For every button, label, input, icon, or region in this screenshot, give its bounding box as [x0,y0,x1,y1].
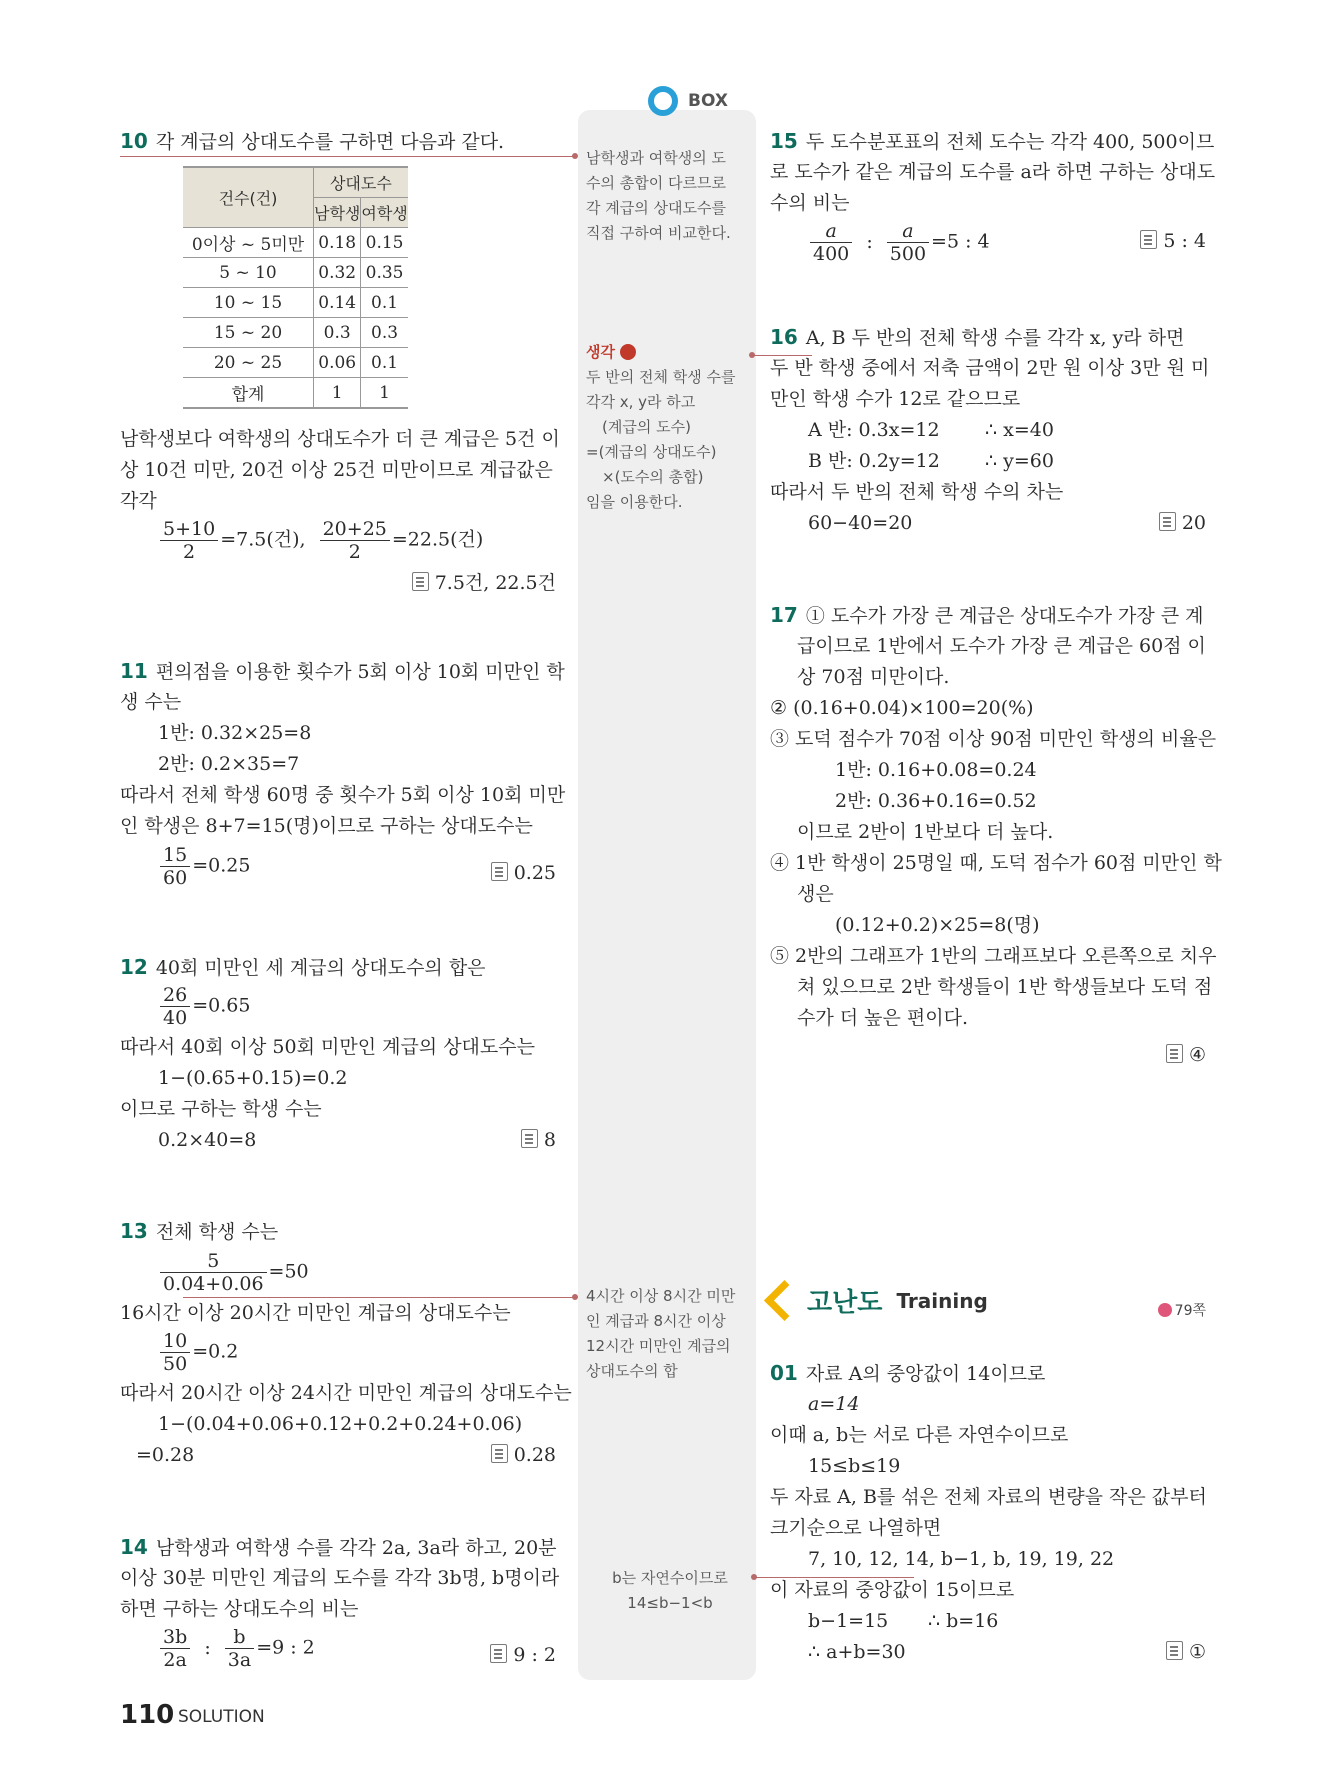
relative-frequency-table [183,166,408,409]
p10-line2: 상 10건 미만, 20건 이상 25건 미만이므로 계급값은 [120,459,553,481]
answer: 0.28 [491,1440,556,1470]
p14-line2: 이상 30분 미만인 계급의 도수를 각각 3b명, b명이라 [120,1567,560,1589]
t01-line8: 이 자료의 중앙값이 15이므로 [770,1579,1015,1601]
answer-icon [491,1444,508,1463]
p12-line3: 1−(0.65+0.15)=0.2 [158,1067,348,1089]
p16-line5a: B 반: 0.2y=12 [808,450,940,472]
fraction: $\frac{a}{500}$ [887,220,929,265]
p12-line4: 이므로 구하는 학생 수는 [120,1098,322,1120]
t01-line4: 15≤b≤19 [808,1455,901,1477]
t01-line3: 이때 a, b는 서로 다른 자연수이므로 [770,1424,1069,1446]
p10-intro: 10 각 계급의 상대도수를 구하면 다음과 같다. [120,129,505,153]
p13-side-note: 4시간 이상 8시간 미만 인 계급과 8시간 이상 12시간 미만인 계급의 상대도수의 합 [586,1287,736,1380]
p17-line14: 수가 더 높은 편이다. [797,1007,968,1029]
answer: ① [1166,1637,1206,1667]
t01-line2: a=14 [808,1393,860,1415]
answer-icon [490,1644,507,1663]
p11-line6: 인 학생은 8+7=15(명)이므로 구하는 상대도수는 [120,815,533,837]
answer: 20 [1159,508,1206,538]
answer-icon [1140,230,1157,249]
p11-line2: 생 수는 [120,691,182,713]
p13-line5: =0.28 [136,1444,195,1466]
problem-number: 15 [770,129,798,153]
p13-line4: 1−(0.04+0.06+0.12+0.2+0.24+0.06) [158,1413,523,1435]
answer-icon [1166,1044,1183,1063]
workbook-icon [1158,1303,1172,1317]
answer-icon [521,1129,538,1148]
p17-line6: 1반: 0.16+0.08=0.24 [835,759,1037,781]
fraction: $\frac{15}{60}$ [160,844,190,889]
p17-line11: (0.12+0.2)×25=8(명) [835,914,1040,936]
p11-line1: 11 편의점을 이용한 횟수가 5회 이상 10회 미만인 학 [120,659,565,683]
th-male: 남학생 [314,198,361,228]
p11-line4: 2반: 0.2×35=7 [158,753,300,775]
p16-line6: 따라서 두 반의 전체 학생 수의 차는 [770,481,1064,503]
answer: ④ [1166,1040,1206,1070]
p16-line7: 60−40=20 [808,512,913,534]
fraction: $\frac{5+10}{2}$ [160,518,218,563]
t01-line6: 크기순으로 나열하면 [770,1517,942,1539]
box-logo: BOX [648,86,728,116]
answer-icon [412,572,429,591]
p17-line13: 쳐 있으므로 2반 학생들이 1반 학생들보다 도덕 점 [797,976,1213,998]
p16-line2: 두 반 학생 중에서 저축 금액이 2만 원 이상 3만 원 미 [770,357,1210,379]
answer: 8 [521,1125,556,1155]
fraction: $\frac{b}{3a}$ [225,1626,254,1671]
p17-line7: 2반: 0.36+0.16=0.52 [835,790,1037,812]
p17-line1: 17 ① 도수가 가장 큰 계급은 상대도수가 가장 큰 계 [770,603,1204,627]
fraction: $\frac{20+25}{2}$ [320,518,390,563]
answer: 7.5건, 22.5건 [412,568,556,598]
page-number: 110 [120,1700,175,1730]
t01-line9a: b−1=15 [808,1610,889,1632]
p17-line10: 생은 [797,883,834,905]
problem-number: 01 [770,1361,798,1385]
answer-icon [1159,512,1176,531]
problem-number: 16 [770,325,798,349]
p17-line12: ⑤ 2반의 그래프가 1반의 그래프보다 오른쪽으로 치우 [770,945,1217,967]
fraction: $\frac{a}{400}$ [810,220,852,265]
p17-line2: 급이므로 1반에서 도수가 가장 큰 계급은 60점 이 [797,635,1206,657]
answer: 5 : 4 [1140,226,1206,256]
p17-line4: ② (0.16+0.04)×100=20(%) [770,697,1034,719]
answer: 9 : 2 [490,1640,556,1670]
p16-line5b: ∴ y=60 [985,450,1054,472]
th-class: 건수(건) [183,167,314,228]
p16-line4a: A 반: 0.3x=12 [808,419,940,441]
p13-line2: 16시간 이상 20시간 미만인 계급의 상대도수는 [120,1302,511,1324]
p11-line5: 따라서 전체 학생 60명 중 횟수가 5회 이상 10회 미만 [120,784,566,806]
p13-line1: 13 전체 학생 수는 [120,1219,279,1243]
fraction: $\frac{5}{0.04+0.06}$ [160,1250,267,1295]
p10-line1: 남학생보다 여학생의 상대도수가 더 큰 계급은 5건 이 [120,428,560,450]
answer-icon [1166,1641,1183,1660]
fraction: $\frac{10}{50}$ [160,1330,190,1375]
p17-line5: ③ 도덕 점수가 70점 이상 90점 미만인 학생의 비율은 [770,728,1217,750]
p15-line2: 로 도수가 같은 계급의 도수를 a라 하면 구하는 상대도 [770,161,1216,183]
t01-line5: 두 자료 A, B를 섞은 전체 자료의 변량을 작은 값부터 [770,1486,1207,1508]
p12-line1: 12 40회 미만인 세 계급의 상대도수의 합은 [120,955,486,979]
table-row: 15 ~ 20 0.3 0.3 [183,318,408,348]
p15-ratio: $\frac{a}{400}$ : $\frac{a}{500}$ =5 : 4 [808,220,990,265]
answer: 0.25 [491,858,556,888]
p12-line5: 0.2×40=8 [158,1129,257,1151]
p14-line1: 14 남학생과 여학생 수를 각각 2a, 3a라 하고, 20분 [120,1535,557,1559]
chevron-left-icon [764,1280,805,1321]
p16-line1: 16 A, B 두 반의 전체 학생 수를 각각 x, y라 하면 [770,325,1185,349]
q-logo-icon [648,86,678,116]
problem-number: 12 [120,955,148,979]
p14-ratio: $\frac{3b}{2a}$ : $\frac{b}{3a}$ =9 : 2 [158,1626,315,1671]
t01-line9b: ∴ b=16 [928,1610,999,1632]
footer-label: SOLUTION [178,1707,265,1727]
p16-line4b: ∴ x=40 [985,419,1054,441]
p12-line2: 따라서 40회 이상 50회 미만인 계급의 상대도수는 [120,1036,535,1058]
p11-fraction: $\frac{15}{60}$ =0.25 [158,844,250,889]
fraction: $\frac{3b}{2a}$ [160,1626,190,1671]
p13-line3: 따라서 20시간 이상 24시간 미만인 계급의 상대도수는 [120,1382,572,1404]
p15-line1: 15 두 도수분포표의 전체 도수는 각각 400, 500이므 [770,129,1215,153]
p12-fraction: $\frac{26}{40}$ =0.65 [158,984,250,1029]
problem-number: 10 [120,129,148,153]
table-row: 20 ~ 25 0.06 0.1 [183,348,408,378]
p11-line3: 1반: 0.32×25=8 [158,722,312,744]
p13-fraction2: $\frac{10}{50}$ =0.2 [158,1330,238,1375]
t01-line7: 7, 10, 12, 14, b−1, b, 19, 19, 22 [808,1548,1115,1570]
p13-fraction1: $\frac{5}{0.04+0.06}$ =50 [158,1250,309,1295]
problem-number: 13 [120,1219,148,1243]
p16-side-note: 생각 두 반의 전체 학생 수를 각각 x, y라 하고 (계급의 도수) =(계급의 상대도수) ×(도수의 총합) 임을 이용한다. [586,343,736,511]
table-row: 0이상 ~ 5미만 0.18 0.15 [183,228,408,258]
p10-side-note: 남학생과 여학생의 도 수의 총합이 다르므로 각 계급의 상대도수를 직접 구하여 비교한다. [586,149,731,242]
t01-line10: ∴ a+b=30 [808,1641,906,1663]
p10-line3: 각각 [120,490,157,512]
training-ref: 79쪽 [1158,1300,1206,1320]
problem-number: 17 [770,603,798,627]
fraction: $\frac{26}{40}$ [160,984,190,1029]
p10-fractions: $\frac{5+10}{2}$ =7.5(건), $\frac{20+25}{2}$ =22.5(건) [158,518,483,563]
t01-side-note: b는 자연수이므로 14≤b−1<b [612,1569,728,1612]
answer-icon [491,862,508,881]
th-female: 여학생 [361,198,408,228]
table-row: 5 ~ 10 0.32 0.35 [183,258,408,288]
tip-icon [620,344,636,360]
p17-line8: 이므로 2반이 1반보다 더 높다. [797,821,1054,843]
table-row: 10 ~ 15 0.14 0.1 [183,288,408,318]
problem-number: 11 [120,659,148,683]
table-total-row: 합계 1 1 [183,378,408,409]
p15-line3: 수의 비는 [770,192,850,214]
problem-number: 14 [120,1535,148,1559]
training-header: 고난도 Training [770,1282,988,1319]
th-rel: 상대도수 [314,167,408,198]
t01-line1: 01 자료 A의 중앙값이 14이므로 [770,1361,1046,1385]
p17-line9: ④ 1반 학생이 25명일 때, 도덕 점수가 60점 미만인 학 [770,852,1222,874]
p17-line3: 상 70점 미만이다. [797,666,950,688]
p14-line3: 하면 구하는 상대도수의 비는 [120,1598,359,1620]
p16-line3: 만인 학생 수가 12로 같으므로 [770,388,1021,410]
